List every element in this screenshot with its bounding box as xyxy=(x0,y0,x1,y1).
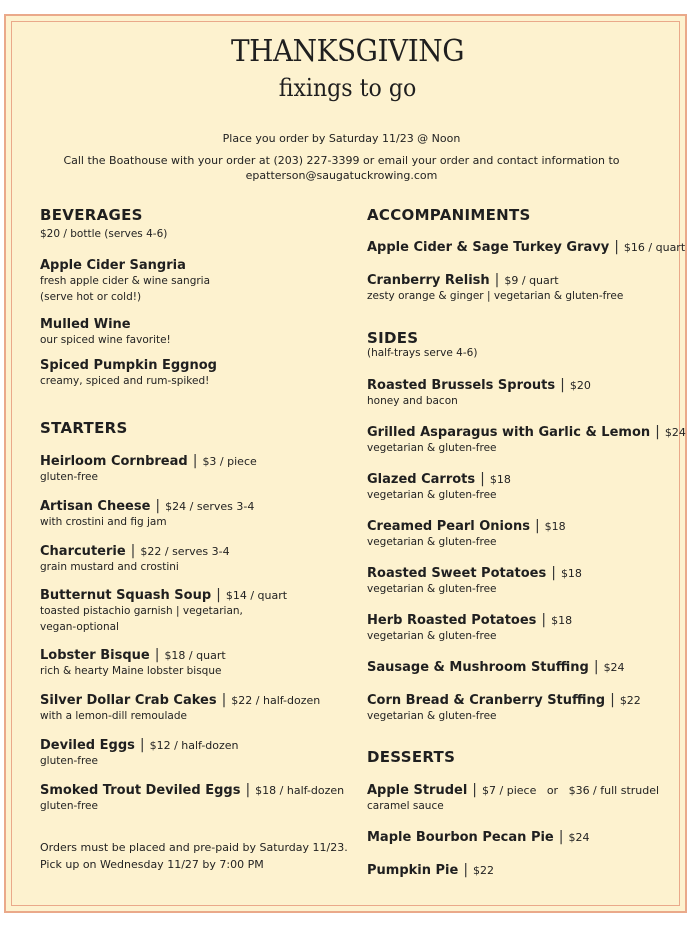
item-name: Corn Bread & Cranberry Stuffing xyxy=(367,693,606,708)
item-price: $16 / quart xyxy=(623,241,686,254)
separator: | xyxy=(155,498,161,514)
separator: | xyxy=(221,692,227,708)
menu-item xyxy=(367,859,494,878)
starters-heading: STARTERS xyxy=(40,419,128,437)
item-price: $18 xyxy=(544,520,566,533)
beverages-note: $20 / bottle (serves 4-6) xyxy=(40,228,168,240)
item-name: Lobster Bisque xyxy=(40,648,150,663)
menu-item xyxy=(367,269,623,304)
menu-title: THANKSGIVING xyxy=(230,34,465,69)
separator: | xyxy=(610,692,615,708)
order-deadline: Place you order by Saturday 11/23 @ Noon xyxy=(222,132,461,145)
item-name: Silver Dollar Crab Cakes xyxy=(40,693,217,708)
item-name: Artisan Cheese xyxy=(40,499,151,514)
item-desc: our spiced wine favorite! xyxy=(40,334,171,346)
item-desc: (serve hot or cold!) xyxy=(40,291,142,303)
item-price: $22 / serves 3-4 xyxy=(140,545,230,558)
menu-item xyxy=(40,689,320,724)
item-price: $18 / quart xyxy=(164,649,226,662)
item-price: $24 xyxy=(664,426,686,439)
menu-item xyxy=(40,779,344,814)
footer-line: Pick up on Wednesday 11/27 by 7:00 PM xyxy=(40,858,264,871)
desserts-heading: DESSERTS xyxy=(367,748,456,766)
item-desc: vegetarian & gluten-free xyxy=(367,710,497,722)
item-name: Maple Bourbon Pecan Pie xyxy=(367,830,554,845)
menu-item xyxy=(367,779,659,814)
sides-heading: SIDES xyxy=(367,329,419,347)
item-price: $9 / quart xyxy=(504,274,559,287)
item-price: $18 / half-dozen xyxy=(255,784,345,797)
separator: | xyxy=(558,829,564,845)
menu-item xyxy=(40,254,210,305)
separator: | xyxy=(560,377,565,393)
separator: | xyxy=(614,239,619,255)
item-desc: vegetarian & gluten-free xyxy=(367,489,497,501)
item-price: $14 / quart xyxy=(225,589,288,602)
item-desc: vegetarian & gluten-free xyxy=(367,630,497,642)
menu-item xyxy=(40,313,171,348)
item-name: Sausage & Mushroom Stuffing xyxy=(367,660,589,675)
separator: | xyxy=(463,862,469,878)
separator: | xyxy=(192,453,198,469)
menu-item xyxy=(367,374,591,409)
item-desc: toasted pistachio garnish | vegetarian, xyxy=(40,605,243,617)
item-name: Glazed Carrots xyxy=(367,472,476,487)
item-name: Heirloom Cornbread xyxy=(40,454,188,469)
item-name: Herb Roasted Potatoes xyxy=(367,613,537,628)
item-name: Mulled Wine xyxy=(40,317,131,332)
accompaniments-heading: ACCOMPANIMENTS xyxy=(367,206,531,224)
item-name: Roasted Sweet Potatoes xyxy=(367,566,547,581)
item-desc: gluten-free xyxy=(40,800,98,812)
menu-item xyxy=(40,495,254,530)
item-price: $22 / half-dozen xyxy=(231,694,321,707)
item-name: Spiced Pumpkin Eggnog xyxy=(40,358,217,373)
menu-item xyxy=(367,421,686,456)
item-desc: creamy, spiced and rum-spiked! xyxy=(40,375,210,387)
item-price: $22 xyxy=(619,694,641,707)
item-price: $18 xyxy=(560,567,582,580)
sides-note: (half-trays serve 4-6) xyxy=(367,347,478,359)
item-name: Apple Strudel xyxy=(367,783,468,798)
separator: | xyxy=(480,471,485,487)
item-price: $12 / half-dozen xyxy=(149,739,239,752)
item-name: Deviled Eggs xyxy=(40,738,135,753)
beverages-heading: BEVERAGES xyxy=(40,206,143,224)
separator: | xyxy=(245,782,251,798)
menu-item xyxy=(367,468,511,503)
menu-item xyxy=(40,354,217,389)
menu-item xyxy=(367,515,566,550)
menu-item xyxy=(367,236,685,255)
item-price: $3 / piece xyxy=(202,455,257,468)
menu-item xyxy=(367,656,625,675)
menu-item xyxy=(367,826,589,845)
menu-item xyxy=(40,734,239,769)
item-name: Creamed Pearl Onions xyxy=(367,519,530,534)
item-desc: honey and bacon xyxy=(367,395,458,407)
item-desc: vegetarian & gluten-free xyxy=(367,583,497,595)
item-price: $24 xyxy=(603,661,625,674)
separator: | xyxy=(551,565,556,581)
footer-note xyxy=(40,839,348,873)
menu-item xyxy=(40,584,287,635)
separator: | xyxy=(139,737,145,753)
item-name: Apple Cider Sangria xyxy=(40,258,186,273)
item-desc: vegetarian & gluten-free xyxy=(367,442,497,454)
separator: | xyxy=(494,272,500,288)
separator: | xyxy=(593,659,599,675)
footer-line: Orders must be placed and pre-paid by Saturday 11/23. xyxy=(40,841,348,854)
separator: | xyxy=(130,543,136,559)
item-price: $24 xyxy=(568,831,590,844)
item-price: $24 / serves 3-4 xyxy=(165,500,255,513)
item-desc: gluten-free xyxy=(40,471,98,483)
order-instructions: Call the Boathouse with your order at (203) 227-3399 or email your order and contact information to xyxy=(63,154,620,167)
item-price: $20 xyxy=(569,379,591,392)
menu-item xyxy=(40,644,226,679)
item-name: Smoked Trout Deviled Eggs xyxy=(40,783,241,798)
item-price: $22 xyxy=(473,864,495,877)
menu-item xyxy=(40,450,257,485)
separator: | xyxy=(154,647,160,663)
item-name: Cranberry Relish xyxy=(367,273,490,288)
menu-subtitle: fixings to go xyxy=(278,74,417,102)
item-desc: with crostini and fig jam xyxy=(40,516,167,528)
menu-item xyxy=(40,540,230,575)
separator: | xyxy=(534,518,540,534)
separator: | xyxy=(655,424,660,440)
item-name: Grilled Asparagus with Garlic & Lemon xyxy=(367,425,651,440)
menu-item xyxy=(367,689,641,724)
item-price: $7 / piece or $36 / full strudel xyxy=(482,784,660,797)
item-desc: gluten-free xyxy=(40,755,98,767)
item-desc: fresh apple cider & wine sangria xyxy=(40,275,211,287)
separator: | xyxy=(472,782,478,798)
menu-item xyxy=(367,609,572,644)
item-name: Apple Cider & Sage Turkey Gravy xyxy=(367,240,610,255)
order-email[interactable]: epatterson@saugatuckrowing.com xyxy=(245,169,438,182)
item-price: $18 xyxy=(489,473,511,486)
item-name: Butternut Squash Soup xyxy=(40,588,212,603)
item-name: Pumpkin Pie xyxy=(367,863,459,878)
item-name: Charcuterie xyxy=(40,544,126,559)
item-desc: caramel sauce xyxy=(367,800,444,812)
separator: | xyxy=(541,612,547,628)
item-desc: vegan-optional xyxy=(40,621,119,633)
separator: | xyxy=(216,587,221,603)
item-desc: rich & hearty Maine lobster bisque xyxy=(40,665,222,677)
item-price: $18 xyxy=(551,614,573,627)
item-desc: vegetarian & gluten-free xyxy=(367,536,497,548)
item-desc: grain mustard and crostini xyxy=(40,561,179,573)
item-desc: zesty orange & ginger | vegetarian & gluten-free xyxy=(367,290,624,302)
item-desc: with a lemon-dill remoulade xyxy=(40,710,187,722)
menu-item xyxy=(367,562,582,597)
item-name: Roasted Brussels Sprouts xyxy=(367,378,556,393)
